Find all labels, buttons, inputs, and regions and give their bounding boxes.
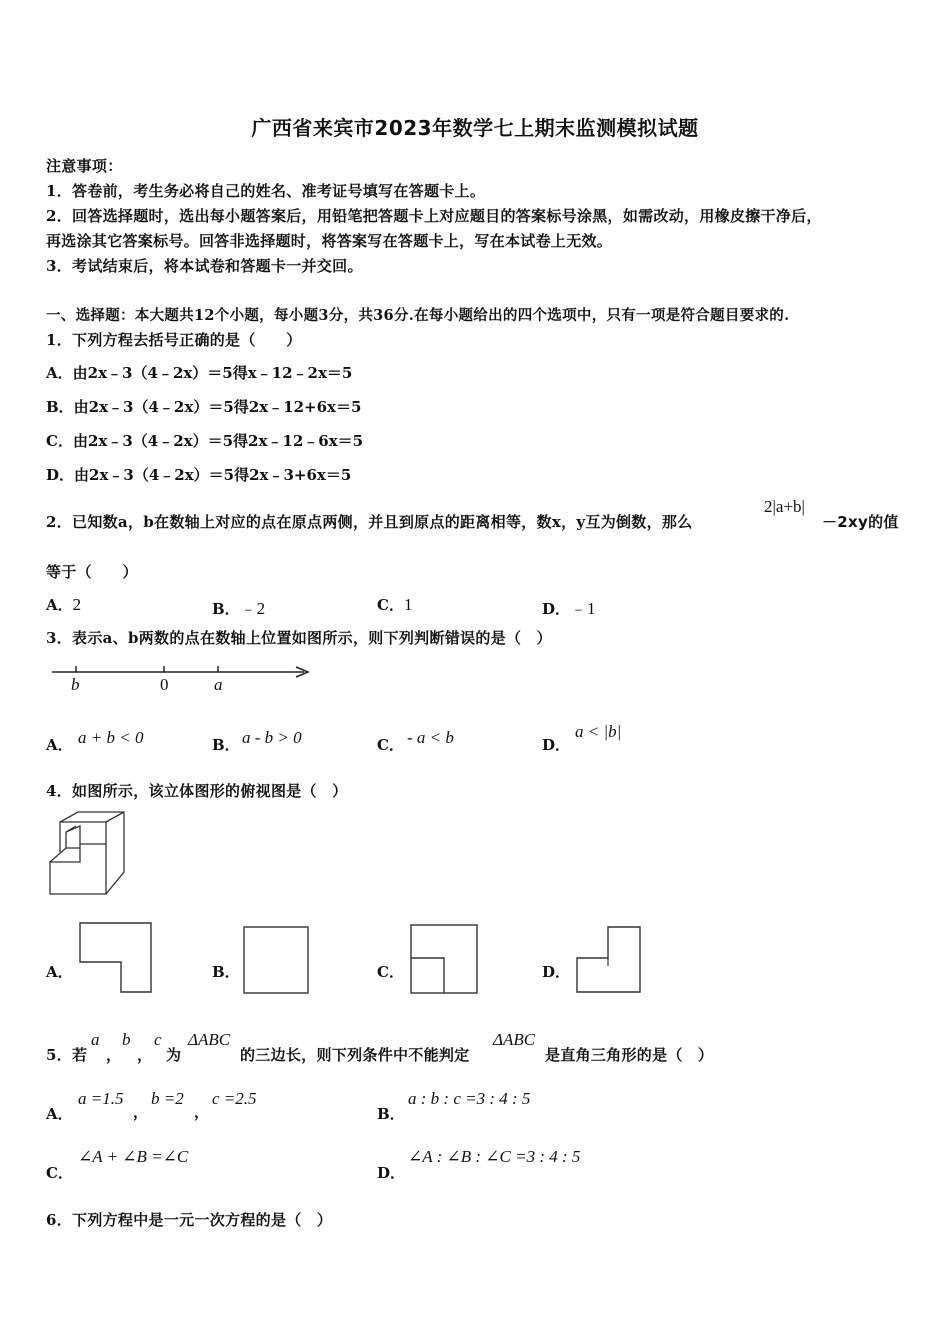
q5-option-a-2: b =2 bbox=[151, 1089, 184, 1108]
q2-option-b bbox=[212, 594, 265, 619]
q5-comma-1: ， bbox=[106, 1046, 122, 1064]
q4-option-b-figure bbox=[243, 926, 309, 994]
q5-wei: 为 bbox=[166, 1046, 182, 1064]
q5-option-c: ∠A + ∠B =∠C bbox=[78, 1147, 189, 1166]
q3-option-c: - a < b bbox=[407, 728, 454, 747]
q5-option-a-comma-1: ， bbox=[133, 1103, 149, 1121]
solid-notch bbox=[66, 826, 80, 848]
solid-figure bbox=[46, 812, 128, 896]
axis-label-a: a bbox=[214, 675, 223, 694]
q2-stem-2: 等于（ ） bbox=[46, 563, 138, 581]
note-2a: 2．回答选择题时，选出每小题答案后，用铅笔把答题卡上对应题目的答案标号涂黑，如需改动，用橡皮擦干净后， bbox=[46, 207, 822, 225]
note-2b: 再选涂其它答案标号。回答非选择题时，将答案写在答题卡上，写在本试卷上无效。 bbox=[46, 232, 613, 250]
q2-b-label: B． bbox=[212, 600, 240, 618]
q5-option-a-label: A． bbox=[46, 1105, 73, 1123]
q5-option-a-3: c =2.5 bbox=[212, 1089, 257, 1108]
q5-triangle-2: ΔABC bbox=[493, 1030, 536, 1049]
q2-b-value: ﹣2 bbox=[239, 599, 266, 618]
q4-option-c-figure bbox=[410, 924, 478, 994]
q2-option-d bbox=[542, 594, 596, 619]
q4-option-a-figure bbox=[79, 922, 153, 994]
q2-c-label: C． bbox=[377, 596, 404, 614]
q2-d-label: D． bbox=[542, 600, 571, 618]
q6-stem: 6．下列方程中是一元一次方程的是（ ） bbox=[46, 1211, 333, 1229]
q2-option-a bbox=[46, 594, 81, 615]
q3-option-b: a - b > 0 bbox=[242, 728, 302, 747]
q3-option-d-label: D． bbox=[542, 736, 571, 754]
q3-option-d: a < |b| bbox=[575, 722, 622, 741]
q3-option-b-label: B． bbox=[212, 736, 240, 754]
q5-comma-2: ， bbox=[137, 1046, 153, 1064]
axis-label-0: 0 bbox=[160, 675, 169, 694]
q1-option-a: A．由2x﹣3（4﹣2x）＝5得x﹣12﹣2x＝5 bbox=[46, 364, 353, 382]
solid-top-right-edge bbox=[106, 812, 124, 822]
q1-stem: 1．下列方程去括号正确的是（ ） bbox=[46, 331, 302, 349]
axis-label-b: b bbox=[71, 675, 80, 694]
q2-a-value: 2 bbox=[72, 595, 82, 614]
solid-step-top bbox=[50, 848, 80, 862]
q5-var-c: c bbox=[154, 1030, 162, 1049]
q2-c-value: 1 bbox=[403, 595, 413, 614]
q5-var-b: b bbox=[122, 1030, 131, 1049]
q4-stem: 4．如图所示，该立体图形的俯视图是（ ） bbox=[46, 782, 348, 800]
q5-stem-pre: 5．若 bbox=[46, 1046, 88, 1064]
q4-option-d-figure bbox=[576, 926, 642, 994]
q3-option-c-label: C． bbox=[377, 736, 404, 754]
q1-option-b: B．由2x﹣3（4﹣2x）＝5得2x﹣12+6x＝5 bbox=[46, 398, 362, 416]
q2-expression: 2|a+b| bbox=[764, 497, 805, 516]
q3-stem: 3．表示a、b两数的点在数轴上位置如图所示，则下列判断错误的是（ ） bbox=[46, 629, 552, 647]
q5-option-a-1: a =1.5 bbox=[78, 1089, 124, 1108]
q5-option-b-label: B． bbox=[377, 1105, 405, 1123]
q2-stem-tail: －2xy的值 bbox=[822, 513, 899, 531]
page-title: 广西省来宾市2023年数学七上期末监测模拟试题 bbox=[251, 116, 699, 140]
q2-a-label: A． bbox=[46, 596, 73, 614]
q1-option-d: D．由2x﹣3（4﹣2x）＝5得2x﹣3+6x＝5 bbox=[46, 466, 352, 484]
q5-option-b: a : b : c =3 : 4 : 5 bbox=[408, 1089, 531, 1108]
q5-stem-tail: 是直角三角形的是（ ） bbox=[545, 1046, 714, 1064]
number-line-figure bbox=[52, 662, 314, 702]
q5-stem-mid: 的三边长，则下列条件中不能判定 bbox=[240, 1046, 470, 1064]
q1-option-c: C．由2x﹣3（4﹣2x）＝5得2x﹣12﹣6x＝5 bbox=[46, 432, 364, 450]
q3-option-a: a + b < 0 bbox=[78, 728, 144, 747]
solid-front-face bbox=[50, 844, 106, 894]
q5-option-c-label: C． bbox=[46, 1164, 73, 1182]
section-heading: 一、选择题：本大题共12个小题，每小题3分，共36分.在每小题给出的四个选项中，只有一项是符合题目要求的. bbox=[46, 307, 790, 324]
solid-top-edge bbox=[60, 822, 106, 844]
q5-triangle-1: ΔABC bbox=[188, 1030, 231, 1049]
note-1: 1．答卷前，考生务必将自己的姓名、准考证号填写在答题卡上。 bbox=[46, 182, 486, 200]
note-3: 3．考试结束后，将本试卷和答题卡一并交回。 bbox=[46, 257, 363, 275]
q5-option-a-comma-2: ， bbox=[194, 1103, 210, 1121]
q5-option-d-label: D． bbox=[377, 1164, 406, 1182]
notes-heading: 注意事项： bbox=[46, 157, 123, 175]
solid-back-edges bbox=[60, 812, 124, 894]
q2-option-c bbox=[377, 594, 412, 615]
q4-option-d-label: D． bbox=[542, 963, 571, 981]
q4-option-a-label: A． bbox=[46, 963, 73, 981]
q2-stem: 2．已知数a，b在数轴上对应的点在原点两侧，并且到原点的距离相等，数x，y互为倒数，那么 bbox=[46, 513, 693, 531]
q2-d-value: ﹣1 bbox=[570, 599, 596, 618]
q4-option-b-label: B． bbox=[212, 963, 240, 981]
q5-var-a: a bbox=[91, 1030, 100, 1049]
q5-option-d: ∠A : ∠B : ∠C =3 : 4 : 5 bbox=[408, 1147, 581, 1166]
q3-option-a-label: A． bbox=[46, 736, 73, 754]
q4-option-c-label: C． bbox=[377, 963, 404, 981]
